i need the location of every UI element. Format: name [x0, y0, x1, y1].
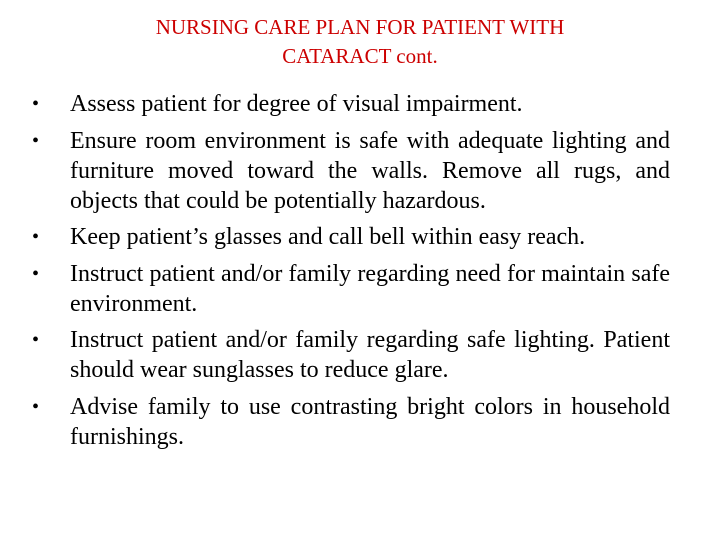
bullet-item-assess-impairment — [0, 89, 720, 119]
bullet-item-instruct-safe-environment — [0, 259, 720, 319]
slide-title — [60, 13, 660, 71]
bullet-item-safe-environment — [0, 126, 720, 216]
bullet-dot-icon: • — [32, 93, 40, 115]
bullet-list — [0, 89, 720, 458]
bullet-text: Keep patient’s glasses and call bell within easy reach. — [70, 224, 586, 250]
bullet-dot-icon: • — [32, 226, 40, 248]
bullet-text: Advise family to use contrasting bright colors in household furnishings. — [70, 393, 670, 450]
bullet-dot-icon: • — [32, 129, 40, 152]
slide-title-line-2: CATARACT cont. — [282, 44, 438, 68]
bullet-item-safe-lighting — [0, 325, 720, 385]
bullet-item-glasses-call-bell — [0, 222, 720, 252]
bullet-item-contrasting-colors — [0, 392, 720, 452]
bullet-dot-icon: • — [32, 395, 40, 418]
slide-title-line-1: NURSING CARE PLAN FOR PATIENT WITH — [155, 15, 565, 39]
bullet-dot-icon: • — [32, 262, 40, 285]
bullet-text: Instruct patient and/or family regarding safe lighting. Patient should wear sunglasses to reduce glare. — [70, 327, 670, 383]
bullet-dot-icon: • — [32, 329, 40, 351]
bullet-text: Assess patient for degree of visual impairment. — [70, 91, 523, 117]
bullet-text: Ensure room environment is safe with adequate lighting and furniture moved toward the walls. Remove all rugs, and objects that could be potentially hazardous. — [70, 127, 670, 214]
bullet-text: Instruct patient and/or family regarding need for maintain safe environment. — [70, 260, 670, 317]
